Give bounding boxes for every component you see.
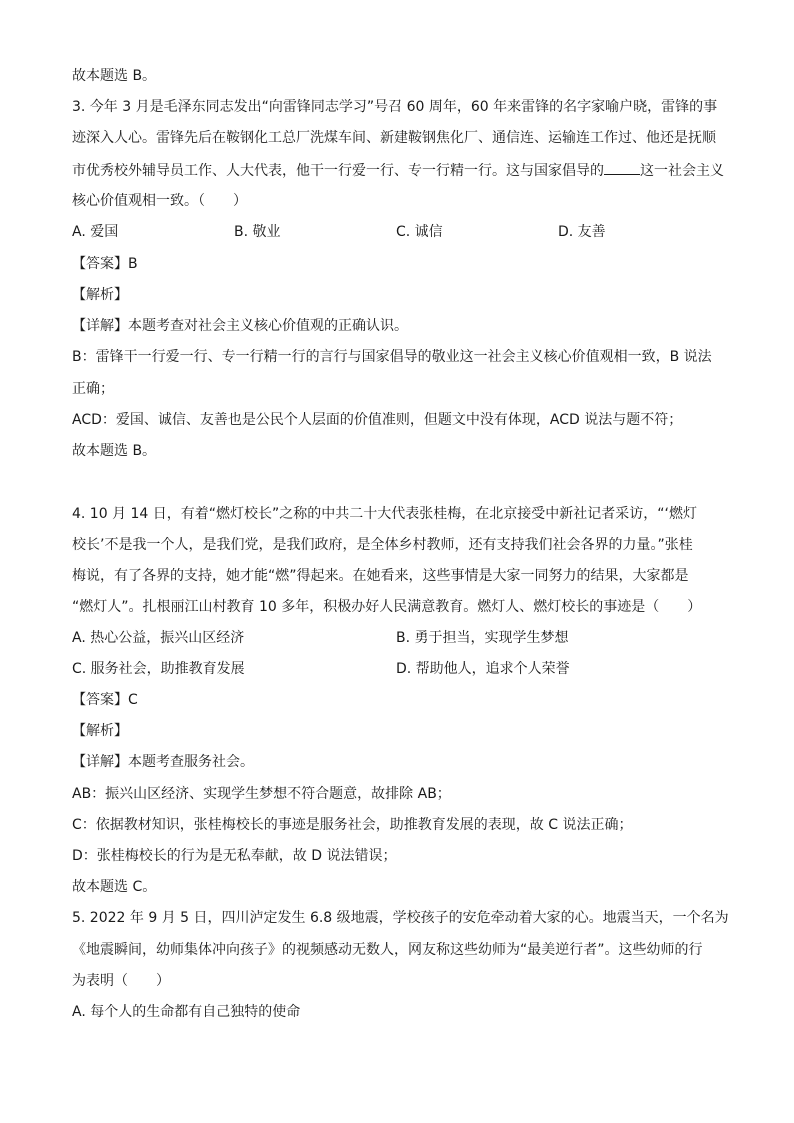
q3-option-c: C. 诚信 <box>396 224 443 240</box>
q5-option-a: A. 每个人的生命都有自己独特的使命 <box>72 1004 301 1020</box>
q4-detail-line-5: 故本题选 C。 <box>72 879 157 895</box>
q3-detail-line-1: 【详解】本题考查对社会主义核心价值观的正确认识。 <box>72 318 408 334</box>
q3-stem-line-2: 迹深入人心。雷锋先后在鞍钢化工总厂洗煤车间、新建鞍钢焦化厂、通信连、运输连工作过、他还是抚顺 <box>72 130 716 146</box>
q4-option-d: D. 帮助他人，追求个人荣誉 <box>396 661 570 677</box>
q3-stem-line-3-b: 这一社会主义 <box>640 163 724 179</box>
q4-option-c: C. 服务社会，助推教育发展 <box>72 661 245 677</box>
q3-option-b: B. 敬业 <box>234 224 281 240</box>
answer-value: B <box>128 256 138 272</box>
answer-tag: 【答案】 <box>72 256 128 272</box>
fill-blank <box>604 160 640 175</box>
q3-answer <box>72 254 732 274</box>
q3-stem-line-4: 核心价值观相一致。（ ） <box>72 193 247 209</box>
q4-detail-line-2: AB：振兴山区经济、实现学生梦想不符合题意，故排除 AB； <box>72 786 451 802</box>
q4-option-a: A. 热心公益，振兴山区经济 <box>72 630 245 646</box>
q5-stem-line-2: 《地震瞬间，幼师集体冲向孩子》的视频感动无数人，网友称这些幼师为“最美逆行者”。这些幼师的行 <box>72 942 703 958</box>
q3-option-a: A. 爱国 <box>72 224 119 240</box>
q3-stem-line-3 <box>72 160 732 180</box>
q4-stem-line-1: 4. 10 月 14 日，有着“燃灯校长”之称的中共二十大代表张桂梅，在北京接受中新社记者采访，“‘燃灯 <box>72 506 697 522</box>
answer-value: C <box>128 692 138 708</box>
q4-detail-line-3: C：依据教材知识，张桂梅校长的事迹是服务社会，助推教育发展的表现，故 C 说法正确； <box>72 817 633 833</box>
q4-detail-line-1: 【详解】本题考查服务社会。 <box>72 754 254 770</box>
q3-analysis-tag: 【解析】 <box>72 287 128 303</box>
q3-detail-line-2: B：雷锋干一行爱一行、专一行精一行的言行与国家倡导的敬业这一社会主义核心价值观相一致，B 说法 <box>72 349 712 365</box>
q4-analysis-tag: 【解析】 <box>72 723 128 739</box>
q5-stem-line-1: 5. 2022 年 9 月 5 日，四川泸定发生 6.8 级地震，学校孩子的安危牵动着大家的心。地震当天，一个名为 <box>72 910 729 926</box>
q5-stem-line-3: 为表明（ ） <box>72 973 170 989</box>
q4-detail-line-4: D：张桂梅校长的行为是无私奉献，故 D 说法错误； <box>72 848 397 864</box>
q4-stem-line-3: 梅说，有了各界的支持，她才能“燃”得起来。在她看来，这些事情是大家一同努力的结果，大家都是 <box>72 568 689 584</box>
q3-option-d: D. 友善 <box>558 224 606 240</box>
q4-stem-line-4: “燃灯人”。扎根丽江山村教育 10 多年，积极办好人民满意教育。燃灯人、燃灯校长的事迹是（ ） <box>72 599 702 615</box>
prev-conclusion: 故本题选 B。 <box>72 68 157 84</box>
q4-option-b: B. 勇于担当，实现学生梦想 <box>396 630 569 646</box>
q4-stem-line-2: 校长’不是我一个人，是我们党，是我们政府，是全体乡村教师，还有支持我们社会各界的力量。”张桂 <box>72 537 693 553</box>
q4-answer <box>72 690 732 710</box>
answer-tag: 【答案】 <box>72 692 128 708</box>
q3-detail-line-4: ACD：爱国、诚信、友善也是公民个人层面的价值准则，但题文中没有体现，ACD 说法与题不符； <box>72 412 683 428</box>
q3-detail-line-5: 故本题选 B。 <box>72 443 157 459</box>
q3-stem-line-1: 3. 今年 3 月是毛泽东同志发出“向雷锋同志学习”号召 60 周年，60 年来雷锋的名字家喻户晓，雷锋的事 <box>72 99 718 115</box>
q3-stem-line-3-a: 市优秀校外辅导员工作、人大代表，他干一行爱一行、专一行精一行。这与国家倡导的 <box>72 163 604 179</box>
q3-detail-line-3: 正确； <box>72 381 114 397</box>
